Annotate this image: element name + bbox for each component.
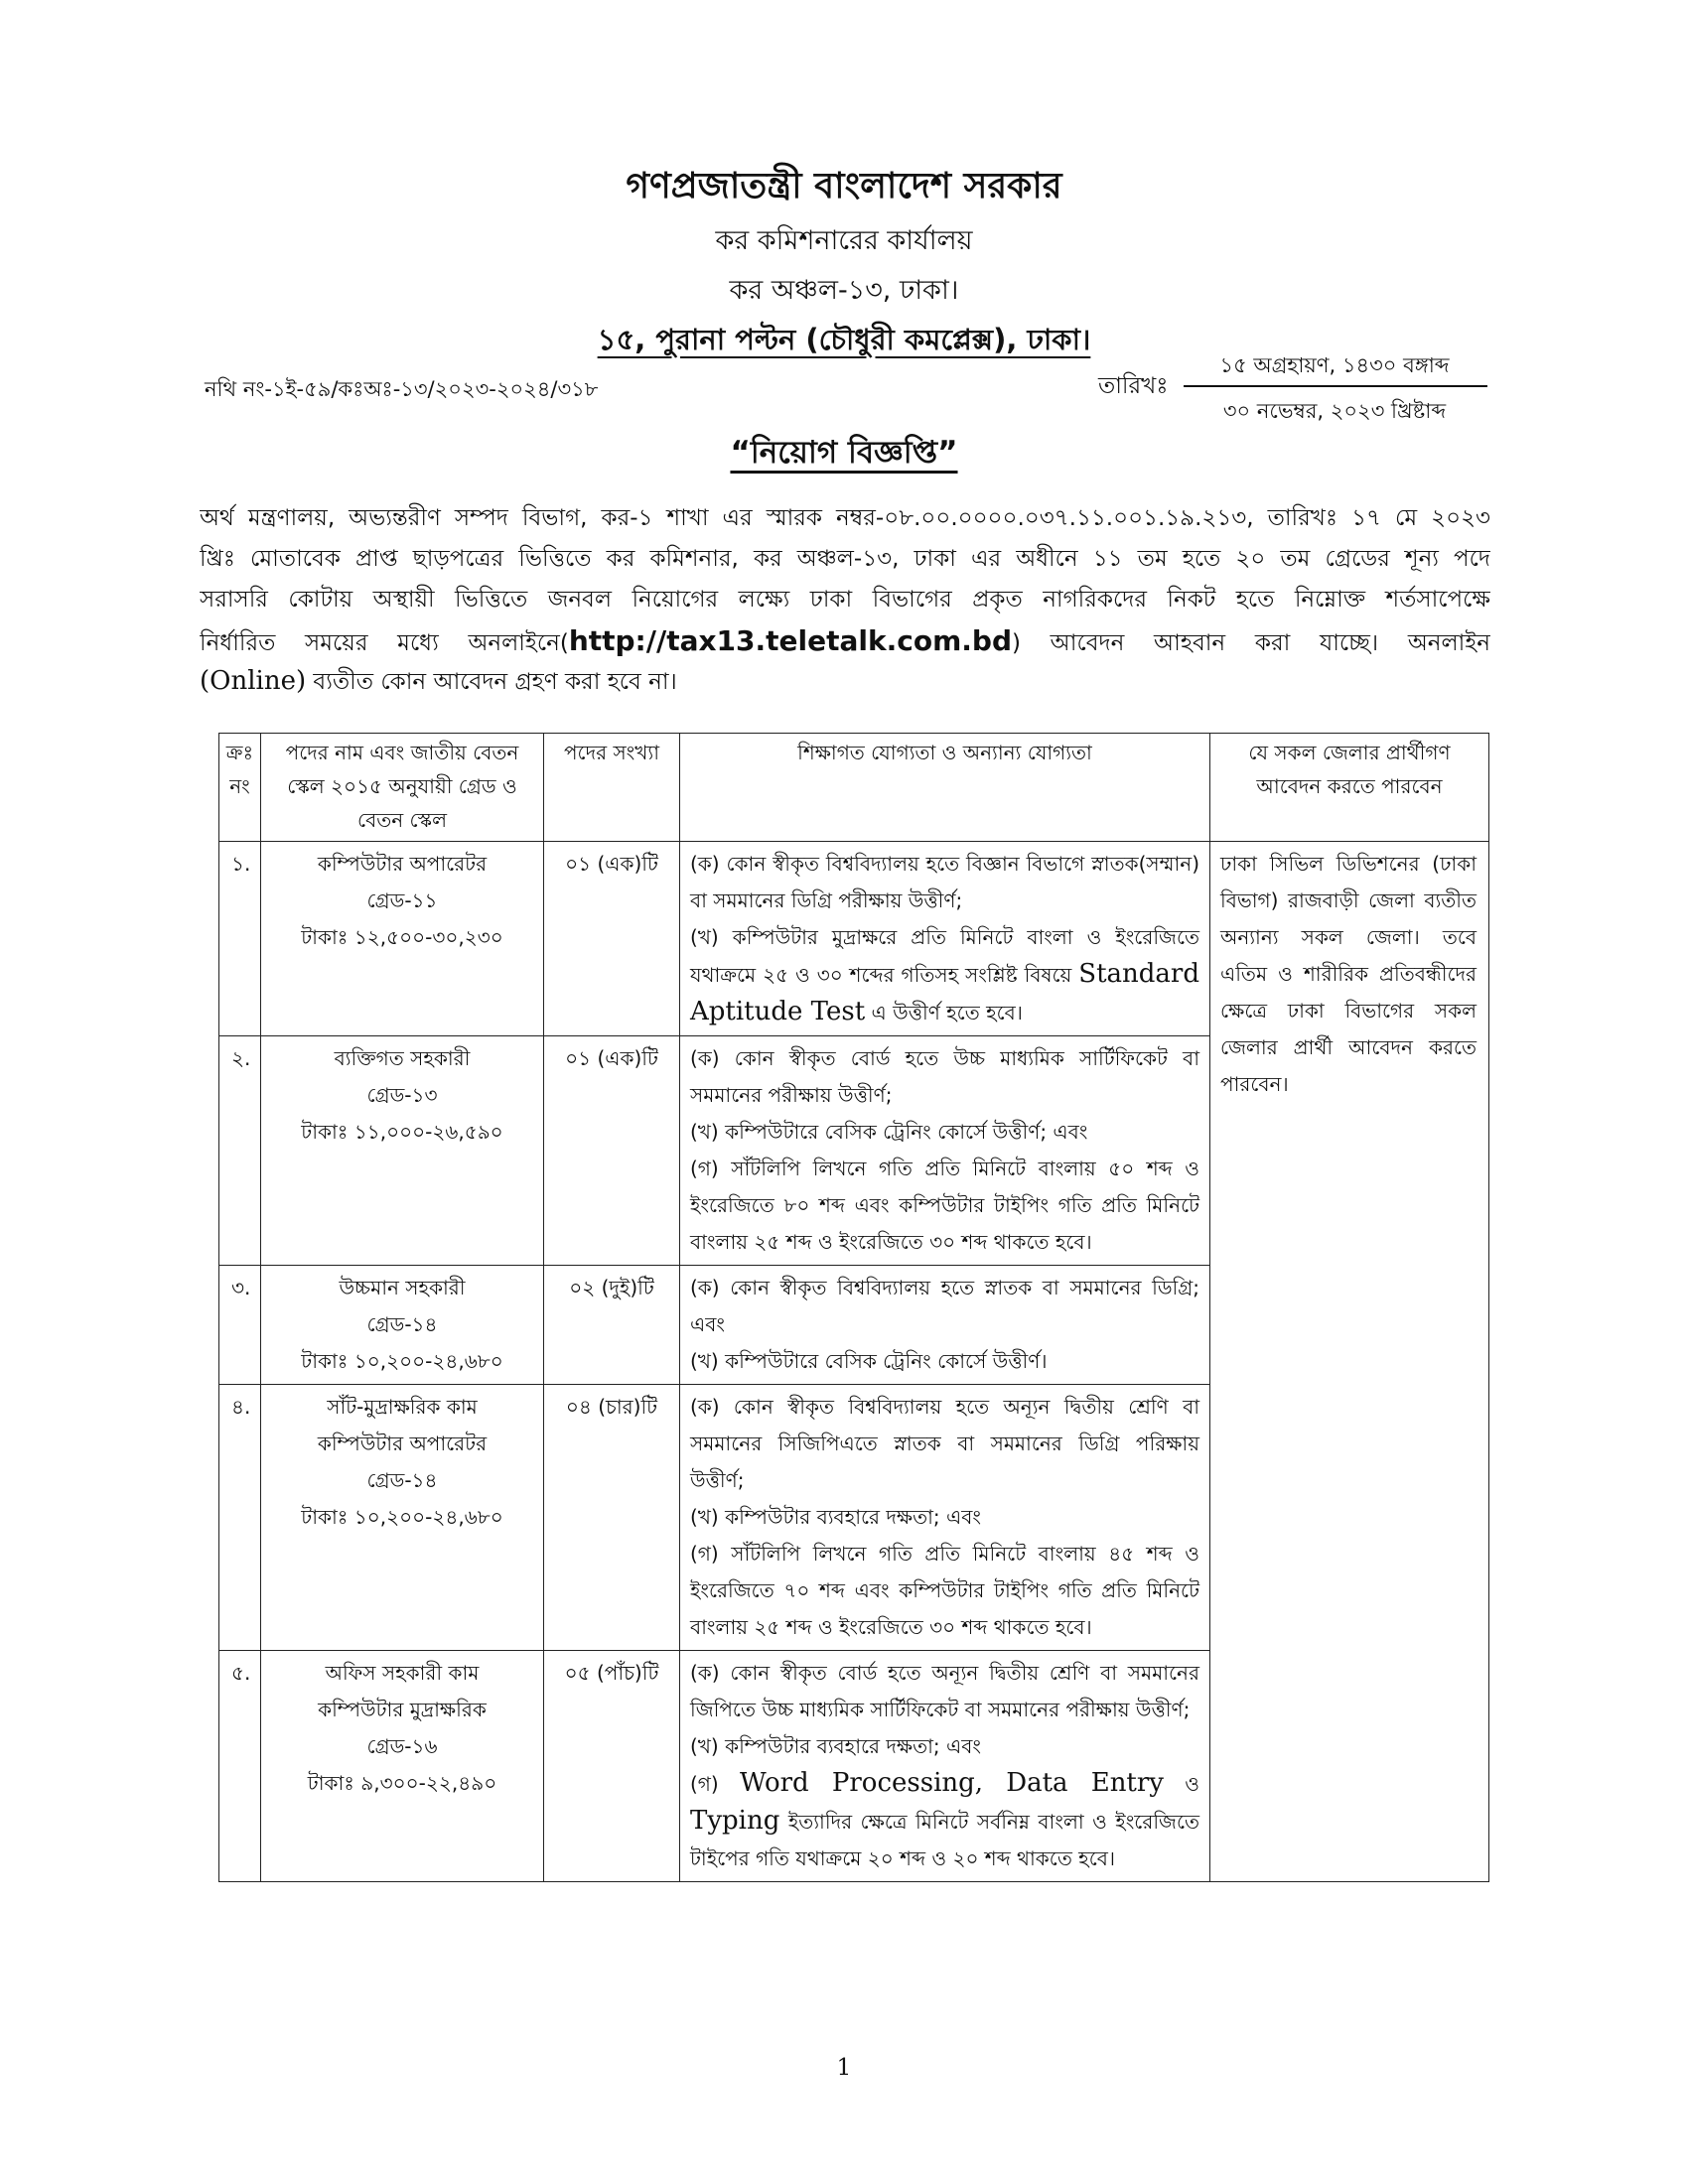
intro-line: নির্ধারিত সময়ের মধ্যে অনলাইনে(http://tax13.teletalk.com.bd) আবেদন আহবান করা যাচ্ছে। অনলাইন xyxy=(200,624,1490,657)
intro-line: অর্থ মন্ত্রণালয়, অভ্যন্তরীণ সম্পদ বিভাগ, কর-১ শাখা এর স্মারক নম্বর-০৮.০০.০০০০.০৩৭.১১.০০১.১৯.২১৩, তারিখঃ ১৭ মে ২০২৩ xyxy=(200,505,1490,531)
qualification-item: (গ) সাঁটলিপি লিখনে গতি প্রতি মিনিটে বাংলায় ৫০ শব্দ ও ইংরেজিতে ৮০ শব্দ এবং কম্পিউটার টাইপিং গতি প্রতি মিনিটে বাংলায় ২৫ শব্দ ও ইংরেজিতে ৩০ শব্দ থাকতে হবে। xyxy=(690,1157,1199,1254)
memo-number: নথি নং-১ই-৫৯/কঃঅঃ-১৩/২০২৩-২০২৪/৩১৮ xyxy=(205,377,599,401)
qualification-item: (খ) কম্পিউটার ব্যবহারে দক্ষতা; এবং xyxy=(690,1505,981,1529)
qualification-item: (ক) কোন স্বীকৃত বিশ্ববিদ্যালয় হতে স্নাতক বা সমমানের ডিগ্রি; এবং xyxy=(690,1276,1199,1336)
post-scale: টাকাঃ ৯,৩০০-২২,৪৯০ xyxy=(307,1771,497,1795)
post-grade: গ্রেড-১৬ xyxy=(366,1734,438,1758)
count-cell: ০১ (এক)টি xyxy=(544,1036,680,1266)
serial-cell: ৪. xyxy=(219,1385,261,1651)
header-post: পদের নাম এবং জাতীয় বেতন স্কেল ২০১৫ অনুযায়ী গ্রেড ও বেতন স্কেল xyxy=(261,734,544,842)
qualification-cell xyxy=(680,1266,1210,1385)
qualification-item: (ক) কোন স্বীকৃত বোর্ড হতে অন্যূন দ্বিতীয় শ্রেণি বা সমমানের জিপিতে উচ্চ মাধ্যমিক সার্টিফিকেট বা সমমানের পরীক্ষায় উত্তীর্ণ; xyxy=(690,1661,1199,1721)
post-name: কম্পিউটার অপারেটর xyxy=(317,852,488,876)
count-cell: ০৫ (পাঁচ)টি xyxy=(544,1651,680,1882)
page-number: 1 xyxy=(836,2055,852,2081)
office-name: কর কমিশনারের কার্যালয় xyxy=(715,225,973,256)
qualification-item: (খ) কম্পিউটারে বেসিক ট্রেনিং কোর্সে উত্তীর্ণ; এবং xyxy=(690,1120,1088,1144)
qualification-item: (গ) Word Processing, Data Entry ও Typing ইত্যাদির ক্ষেত্রে মিনিটে সর্বনিম্ন বাংলা ও ইংরেজিতে টাইপের গতি যথাক্রমে ২০ শব্দ ও ২০ শব্দ থাকতে হবে। xyxy=(690,1768,1199,1870)
post-name: অফিস সহকারী কাম xyxy=(325,1661,480,1685)
serial-cell: ১. xyxy=(219,842,261,1036)
qualification-cell xyxy=(680,1036,1210,1266)
office-address: ১৫, পুরানা পল্টন (চৌধুরী কমপ্লেক্স), ঢাকা। xyxy=(597,323,1091,356)
post-cell xyxy=(261,1266,544,1385)
table-header-row xyxy=(219,734,1489,842)
vacancy-table xyxy=(218,733,1489,1882)
qualification-item: (ক) কোন স্বীকৃত বিশ্ববিদ্যালয় হতে বিজ্ঞান বিভাগে স্নাতক(সম্মান) বা সমমানের ডিগ্রি পরীক্ষায় উত্তীর্ণ; xyxy=(690,852,1199,912)
post-name: উচ্চমান সহকারী xyxy=(339,1276,466,1299)
intro-paragraph xyxy=(200,498,1490,702)
qualification-cell xyxy=(680,1651,1210,1882)
qualification-item: (খ) কম্পিউটারে বেসিক ট্রেনিং কোর্সে উত্তীর্ণ। xyxy=(690,1349,1048,1373)
notice-title: “নিয়োগ বিজ্ঞপ্তি” xyxy=(730,435,958,471)
post-scale: টাকাঃ ১০,২০০-২৪,৬৮০ xyxy=(301,1505,503,1529)
tax-zone: কর অঞ্চল-১৩, ঢাকা। xyxy=(729,275,959,306)
count-cell: ০২ (দুই)টি xyxy=(544,1266,680,1385)
post-grade: গ্রেড-১৪ xyxy=(366,1468,438,1492)
post-name-line2: কম্পিউটার অপারেটর xyxy=(317,1432,488,1455)
application-url-link[interactable]: http://tax13.teletalk.com.bd xyxy=(568,624,1012,657)
post-cell xyxy=(261,842,544,1036)
qualification-item: (খ) কম্পিউটার ব্যবহারে দক্ষতা; এবং xyxy=(690,1734,981,1758)
date-label: তারিখঃ xyxy=(1098,373,1169,399)
qualification-item: (খ) কম্পিউটার মুদ্রাক্ষরে প্রতি মিনিটে বাংলা ও ইংরেজিতে যথাক্রমে ২৫ ও ৩০ শব্দের গতিসহ সংশ্লিষ্ট বিষয়ে Standard Aptitude Test এ উত্তীর্ণ হতে হবে। xyxy=(690,925,1199,1026)
post-scale: টাকাঃ ১১,০০০-২৬,৫৯০ xyxy=(301,1120,503,1144)
post-name-line2: কম্পিউটার মুদ্রাক্ষরিক xyxy=(318,1698,487,1721)
qualification-item: (ক) কোন স্বীকৃত বিশ্ববিদ্যালয় হতে অন্যূন দ্বিতীয় শ্রেণি বা সমমানের সিজিপিএতে স্নাতক বা সমমানের ডিগ্রি পরিক্ষায় উত্তীর্ণ; xyxy=(690,1395,1199,1492)
post-cell xyxy=(261,1036,544,1266)
government-title: গণপ্রজাতন্ত্রী বাংলাদেশ সরকার xyxy=(626,166,1062,206)
serial-cell: ২. xyxy=(219,1036,261,1266)
districts-cell xyxy=(1210,842,1489,1882)
post-scale: টাকাঃ ১০,২০০-২৪,৬৮০ xyxy=(301,1349,503,1373)
districts-text: ঢাকা সিভিল ডিভিশনের (ঢাকা বিভাগ) রাজবাড়ী জেলা ব্যতীত অন্যান্য সকল জেলা। তবে এতিম ও শারীরিক প্রতিবন্ধীদের ক্ষেত্রে ঢাকা বিভাগের সকল জেলার প্রার্থী আবেদন করতে পারবেন। xyxy=(1220,852,1477,1096)
post-scale: টাকাঃ ১২,৫০০-৩০,২৩০ xyxy=(301,925,503,949)
serial-cell: ৩. xyxy=(219,1266,261,1385)
header-districts: যে সকল জেলার প্রার্থীগণ আবেদন করতে পারবেন xyxy=(1210,734,1489,842)
header-count: পদের সংখ্যা xyxy=(544,734,680,842)
qualification-item: (গ) সাঁটলিপি লিখনে গতি প্রতি মিনিটে বাংলায় ৪৫ শব্দ ও ইংরেজিতে ৭০ শব্দ এবং কম্পিউটার টাইপিং গতি প্রতি মিনিটে বাংলায় ২৫ শব্দ ও ইংরেজিতে ৩০ শব্দ থাকতে হবে। xyxy=(690,1542,1199,1639)
post-name: ব্যক্তিগত সহকারী xyxy=(334,1046,471,1070)
post-grade: গ্রেড-১৩ xyxy=(366,1083,438,1107)
intro-line: (Online) ব্যতীত কোন আবেদন গ্রহণ করা হবে না। xyxy=(200,666,677,696)
qualification-cell xyxy=(680,842,1210,1036)
qualification-item: (ক) কোন স্বীকৃত বোর্ড হতে উচ্চ মাধ্যমিক সার্টিফিকেট বা সমমানের পরীক্ষায় উত্তীর্ণ; xyxy=(690,1046,1199,1107)
date-bangla: ১৫ অগ্রহায়ণ, ১৪৩০ বঙ্গাব্দ xyxy=(1219,353,1450,377)
serial-cell: ৫. xyxy=(219,1651,261,1882)
count-cell: ০৪ (চার)টি xyxy=(544,1385,680,1651)
post-cell xyxy=(261,1651,544,1882)
header-serial: ক্রঃ নং xyxy=(219,734,261,842)
post-grade: গ্রেড-১১ xyxy=(366,888,438,912)
intro-line: খ্রিঃ মোতাবেক প্রাপ্ত ছাড়পত্রের ভিত্তিতে কর কমিশনার, কর অঞ্চল-১৩, ঢাকা এর অধীনে ১১ তম হতে ২০ তম গ্রেডের শূন্য পদে xyxy=(200,546,1490,572)
post-cell xyxy=(261,1385,544,1651)
post-name: সাঁট-মুদ্রাক্ষরিক কাম xyxy=(327,1395,478,1419)
post-grade: গ্রেড-১৪ xyxy=(366,1312,438,1336)
table-row xyxy=(219,842,1489,1036)
header-qualification: শিক্ষাগত যোগ্যতা ও অন্যান্য যোগ্যতা xyxy=(680,734,1210,842)
date-divider xyxy=(1184,385,1487,387)
date-english: ৩০ নভেম্বর, ২০২৩ খ্রিষ্টাব্দ xyxy=(1222,399,1447,423)
intro-line: সরাসরি কোটায় অস্থায়ী ভিত্তিতে জনবল নিয়োগের লক্ষ্যে ঢাকা বিভাগের প্রকৃত নাগরিকদের নিকট হতে নিম্নোক্ত শর্তসাপেক্ষে xyxy=(200,587,1490,613)
qualification-cell xyxy=(680,1385,1210,1651)
count-cell: ০১ (এক)টি xyxy=(544,842,680,1036)
